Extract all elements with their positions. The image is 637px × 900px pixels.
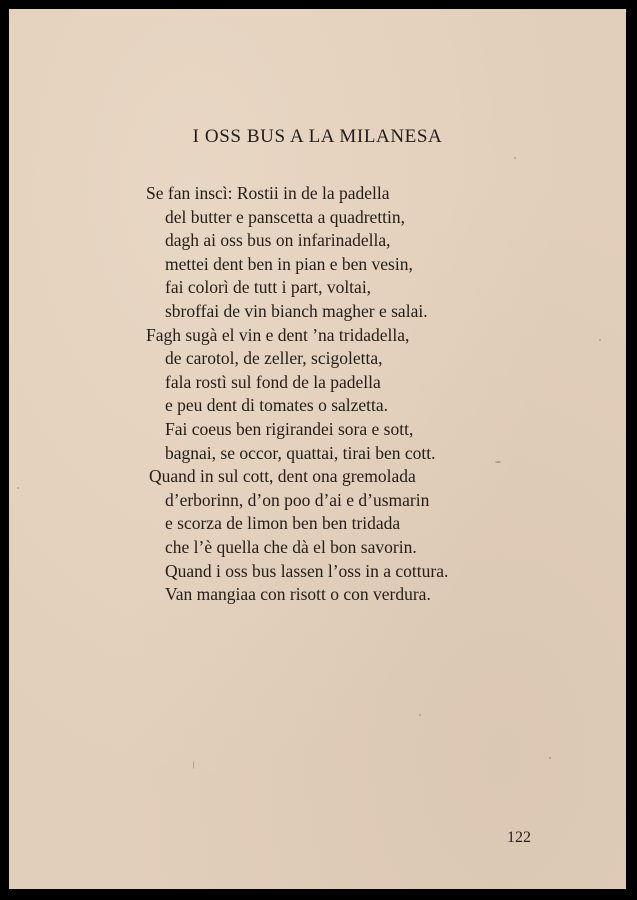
poem-line: Fagh sugà el vin e dent ’na tridadella, (146, 324, 410, 345)
poem-line: che l’è quella che dà el bon savorin. (165, 536, 417, 557)
poem-body (146, 182, 448, 607)
book-page (9, 9, 626, 889)
poem-line: d’erborinn, d’on poo d’ai e d’usmarin (165, 489, 430, 510)
paper-speck (549, 757, 551, 759)
poem-line: e peu dent di tomates o salzetta. (165, 395, 389, 416)
paper-speck (514, 157, 516, 159)
poem-line: fala rostì sul fond de la padella (165, 371, 381, 392)
poem-line: mettei dent ben in pian e ben vesin, (165, 253, 413, 274)
poem-line: del butter e panscetta a quadrettin, (165, 206, 406, 227)
poem-line: e scorza de limon ben ben tridada (165, 513, 401, 534)
poem-line: Quand in sul cott, dent ona gremolada (149, 466, 416, 487)
paper-speck (193, 761, 194, 769)
poem-line: de carotol, de zeller, scigoletta, (165, 348, 383, 369)
poem-line: Fai coeus ben rigirandei sora e sott, (165, 418, 414, 439)
page-number: 122 (507, 829, 531, 846)
poem-line: sbroffai de vin bianch magher e salai. (165, 300, 428, 321)
poem-line: Van mangiaa con risott o con verdura. (165, 584, 431, 605)
poem-title: I OSS BUS A LA MILANESA (192, 126, 443, 147)
paper-speck (419, 714, 421, 716)
poem-line: Se fan inscì: Rostii in de la padella (146, 183, 390, 203)
poem-line: fai colorì de tutt i part, voltai, (165, 277, 372, 298)
poem-line: Quand i oss bus lassen l’oss in a cottura. (165, 560, 449, 581)
poem-line: bagnai, se occor, quattai, tirai ben cott. (165, 442, 436, 463)
paper-speck (599, 339, 601, 341)
paper-speck (17, 487, 19, 489)
poem-line: dagh ai oss bus on infarinadella, (165, 230, 391, 251)
paper-speck (495, 461, 501, 463)
